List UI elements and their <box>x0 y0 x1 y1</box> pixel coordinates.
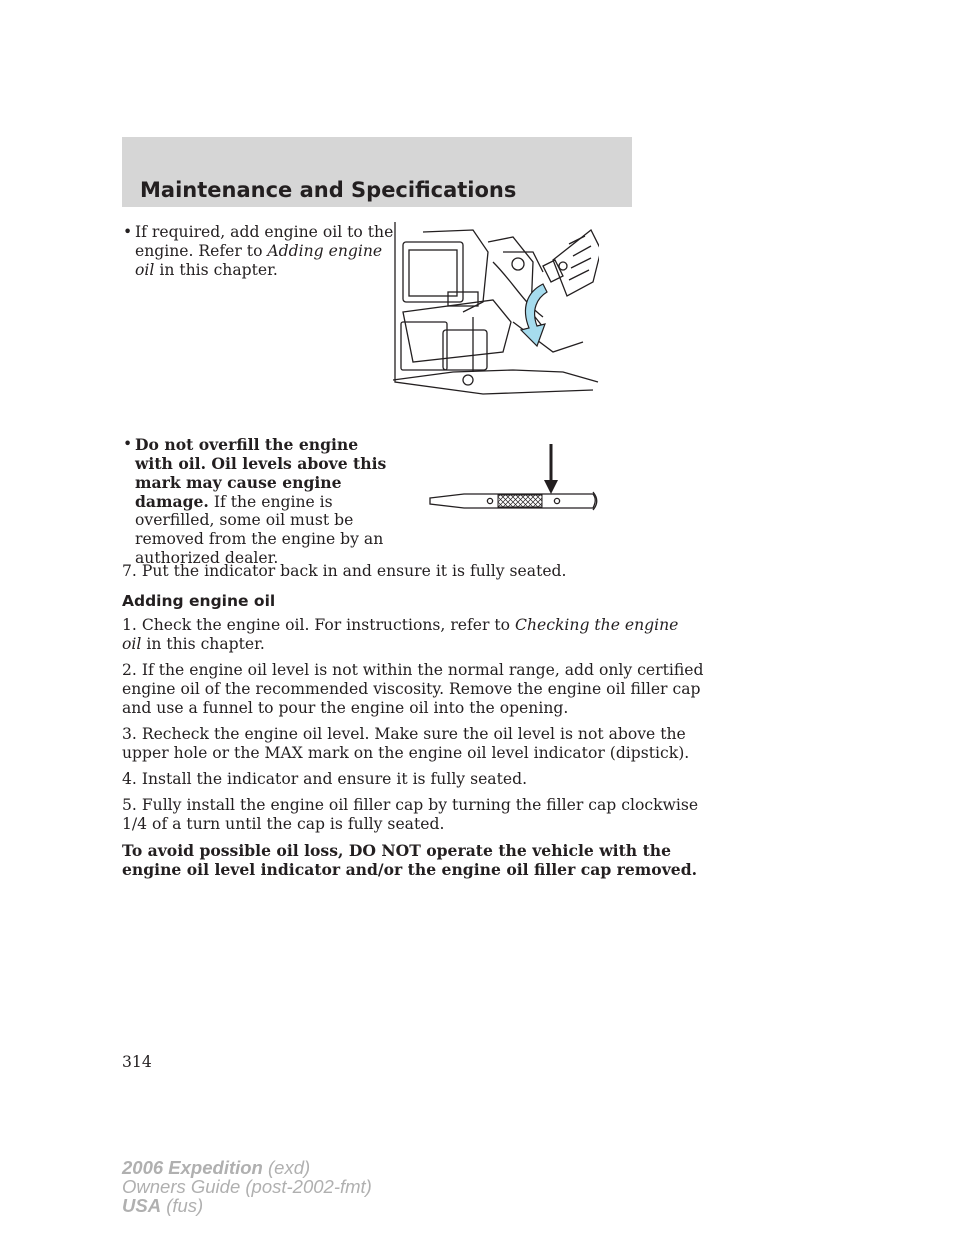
bullet1-line2-text: engine. Refer to <box>135 242 268 260</box>
step-3-line1: 3. Recheck the engine oil level. Make sure the oil level is not above the <box>122 725 686 743</box>
bullet1-line2 <box>135 242 382 261</box>
footer-line2: Owners Guide (post-2002-fmt) <box>122 1176 372 1197</box>
footer-model: 2006 Expedition <box>122 1157 263 1178</box>
step-5-line2: 1/4 of a turn until the cap is fully seated. <box>122 815 445 833</box>
step-2-line2: engine oil of the recommended viscosity. Remove the engine oil filler cap <box>122 680 701 698</box>
adding-engine-oil-ref: Adding engine <box>267 242 383 260</box>
dipstick-illustration <box>428 442 600 514</box>
footer-model-code: (exd) <box>262 1157 311 1178</box>
step-1-text: 1. Check the engine oil. For instructions, refer to <box>122 616 516 634</box>
section-heading: Adding engine oil <box>122 592 276 610</box>
damage-emphasis: damage. <box>135 492 209 511</box>
step-7: 7. Put the indicator back in and ensure it is fully seated. <box>122 562 567 580</box>
step-4: 4. Install the indicator and ensure it is fully seated. <box>122 770 528 788</box>
bullet2-line2: with oil. Oil levels above this <box>135 454 387 473</box>
bullet1-line3-text: in this chapter. <box>154 261 278 279</box>
step-5-line1: 5. Fully install the engine oil filler cap by turning the filler cap clockwise <box>122 796 699 814</box>
warning-line1: To avoid possible oil loss, DO NOT operate the vehicle with the <box>122 841 672 860</box>
step-1-line2 <box>122 635 265 654</box>
bullet-marker: • <box>123 223 133 241</box>
bullet2-line4 <box>135 492 333 512</box>
checking-engine-oil-ref-cont: oil <box>122 635 142 653</box>
warning-line2: engine oil level indicator and/or the engine oil filler cap removed. <box>122 860 698 879</box>
document-footer <box>122 1158 372 1215</box>
bullet2-line6: removed from the engine by an <box>135 530 384 548</box>
step-2-line3: and use a funnel to pour the engine oil into the opening. <box>122 699 569 717</box>
step-3-line2: upper hole or the MAX mark on the engine oil level indicator (dipstick). <box>122 744 690 762</box>
footer-line3 <box>122 1196 372 1215</box>
engine-oil-filling-illustration <box>393 222 599 400</box>
step-2-line1: 2. If the engine oil level is not within the normal range, add only certified <box>122 661 704 679</box>
footer-line1 <box>122 1158 372 1177</box>
footer-market: USA <box>122 1195 162 1216</box>
bullet-marker: • <box>123 435 133 453</box>
step-1-text-cont: in this chapter. <box>141 635 265 653</box>
checking-engine-oil-ref: Checking the engine <box>515 616 679 634</box>
page-title: Maintenance and Specifications <box>140 178 517 202</box>
page-number: 314 <box>122 1053 152 1071</box>
bullet2-line3: mark may cause engine <box>135 473 342 492</box>
bullet1-line1: If required, add engine oil to the <box>135 223 394 241</box>
step-1-line1 <box>122 616 678 635</box>
bullet2-line7: authorized dealer. <box>135 549 279 567</box>
bullet1-line3 <box>135 261 278 280</box>
footer-market-code: (fus) <box>161 1195 204 1216</box>
bullet2-line5: overfilled, some oil must be <box>135 511 354 529</box>
bullet2-line4-text: If the engine is <box>208 493 333 511</box>
adding-engine-oil-ref-cont: oil <box>135 261 155 279</box>
bullet2-line1: Do not overfill the engine <box>135 435 359 454</box>
